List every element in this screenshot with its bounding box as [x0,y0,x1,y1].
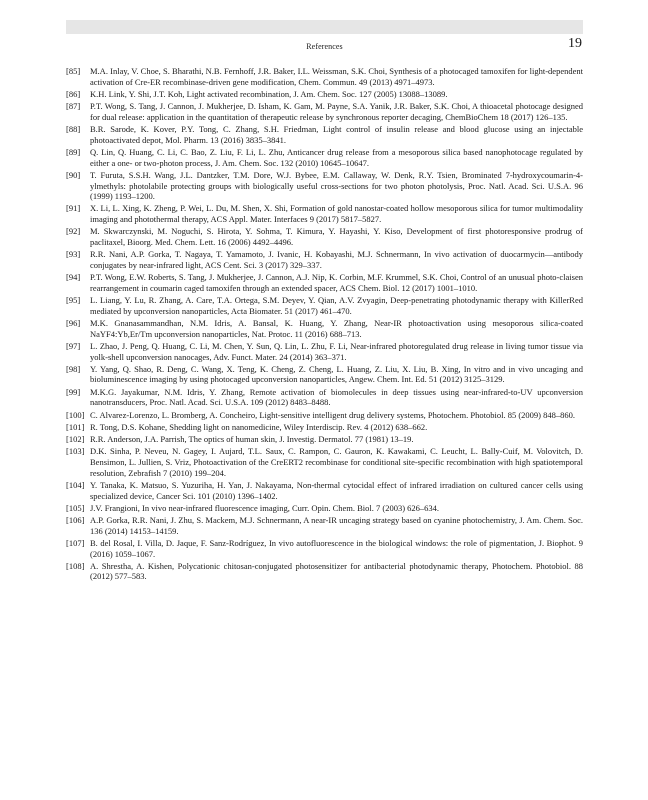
reference-text: R.R. Nani, A.P. Gorka, T. Nagaya, T. Yamamoto, J. Ivanic, H. Kobayashi, M.J. Schnermann, In vivo activation of duocarmycin—antibody conjugates by near-infrared light, ACS Cent. Sci. 3 (2017) 329–337. [90,249,583,270]
reference-label: [90] [66,169,81,180]
reference-text: B. del Rosal, I. Villa, D. Jaque, F. Sanz-Rodríguez, In vivo autofluorescence in the biological windows: the role of pigmentation, J. Biophot. 9 (2016) 1059–1067. [90,537,583,559]
page-header-bar [66,20,583,34]
reference-entry [66,341,583,362]
reference-label: [105] [66,502,85,513]
reference-label: [95] [66,295,81,306]
reference-label: [108] [66,560,85,571]
reference-text: R. Tong, D.S. Kohane, Shedding light on nanomedicine, Wiley Interdiscip. Rev. 4 (2012) 638–662. [90,421,428,432]
reference-label: [89] [66,146,81,157]
reference-text: T. Furuta, S.S.H. Wang, J.L. Dantzker, T.M. Dore, W.J. Bybee, E.M. Callaway, W. Denk, R.Y. Tsien, Brominated 7-hydroxycoumarin-4-ylmethyls: photolabile protecting groups with biologically useful cross-sections for two photon photolysis, Proc. Natl. Acad. Sci. U.S.A. 96 (1999) 1193–1200. [90,169,583,202]
reference-entry [66,318,583,339]
reference-text: L. Liang, Y. Lu, R. Zhang, A. Care, T.A. Ortega, S.M. Deyev, Y. Qian, A.V. Zvyagin, Deep-penetrating photodynamic therapy with KillerRed mediated by upconversion nanoparticles, Acta Biomater. 51 (2017) 461–470. [90,295,583,316]
reference-label: [92] [66,226,81,237]
reference-text: A.P. Gorka, R.R. Nani, J. Zhu, S. Mackem, M.J. Schnermann, A near-IR uncaging strategy based on cyanine photochemistry, J. Am. Chem. Soc. 136 (2014) 14153–14159. [90,514,583,536]
reference-entry [66,480,583,501]
reference-text: A. Shrestha, A. Kishen, Polycationic chitosan-conjugated photosensitizer for antibacterial photodynamic therapy, Photochem. Photobiol. 88 (2012) 577–583. [90,560,583,582]
reference-text: R.R. Anderson, J.A. Parrish, The optics of human skin, J. Investig. Dermatol. 77 (1981) 13–19. [90,434,414,444]
running-title: References [306,42,343,51]
reference-text: L. Zhao, J. Peng, Q. Huang, C. Li, M. Chen, Y. Sun, Q. Lin, L. Zhu, F. Li, Near-infrared photoregulated drug release in living tumor tissue via yolk-shell upconversion nanocages, Adv. Funct. Mater. 24 (2014) 363–371. [90,340,583,362]
reference-text: M. Skwarczynski, M. Noguchi, S. Hirota, Y. Sohma, T. Kimura, Y. Hayashi, Y. Kiso, Development of first photoresponsive prodrug of paclitaxel, Bioorg. Med. Chem. Lett. 16 (2006) 4492–4496. [90,226,583,248]
reference-entry [66,515,583,536]
reference-entry [66,170,583,202]
running-head [66,36,583,56]
reference-entry [66,295,583,316]
reference-text: M.A. Inlay, V. Choe, S. Bharathi, N.B. Fernhoff, J.R. Baker, I.L. Weissman, S.K. Choi, Synthesis of a photocaged tamoxifen for light-dependent activation of Cre-ER recombinase-driven gene modification, Chem. Commun. 49 (2013) 4971–4973. [90,66,583,87]
reference-text: Y. Yang, Q. Shao, R. Deng, C. Wang, X. Teng, K. Cheng, Z. Cheng, L. Huang, Z. Liu, X. Liu, B. Xing, In vitro and in vivo uncaging and bioluminescence imaging by using photocaged upconversion nanoparticles, Angew. Chem. Int. Ed. 51 (2012) 3125–3129. [90,363,583,385]
reference-label: [104] [66,479,85,490]
reference-entry [66,410,583,421]
reference-entry [66,226,583,247]
reference-label: [98] [66,363,81,374]
reference-label: [101] [66,421,85,432]
reference-label: [94] [66,272,81,283]
page-number: 19 [568,36,582,51]
reference-text: M.K.G. Jayakumar, N.M. Idris, Y. Zhang, Remote activation of biomolecules in deep tissues using near-infrared-to-UV upconversion nanotransducers, Proc. Natl. Acad. Sci. U.S.A. 109 (2012) 8483–8488. [90,386,583,408]
reference-label: [96] [66,317,81,328]
reference-text: Y. Tanaka, K. Matsuo, S. Yuzuriha, H. Yan, J. Nakayama, Non-thermal cytocidal effect of infrared irradiation on cultured cancer cells using specialized device, Cancer Sci. 101 (2010) 1396–1402. [90,479,583,501]
reference-entry [66,147,583,168]
reference-text: P.T. Wong, E.W. Roberts, S. Tang, J. Mukherjee, J. Cannon, A.J. Nip, K. Corbin, M.F. Krummel, S.K. Choi, Control of an unusual photo-claisen rearrangement in coumarin caged tamoxifen through an extended spacer, ACS Chem. Biol. 12 (2017) 1001–1010. [90,272,583,293]
reference-entry [66,503,583,514]
reference-label: [86] [66,88,81,99]
reference-entry [66,66,583,87]
reference-label: [103] [66,446,85,457]
reference-entry [66,364,583,385]
reference-entry [66,249,583,270]
reference-label: [107] [66,537,85,548]
reference-label: [91] [66,203,81,214]
reference-label: [99] [66,386,81,397]
reference-entry [66,101,583,122]
reference-text: P.T. Wong, S. Tang, J. Cannon, J. Mukherjee, D. Isham, K. Gam, M. Payne, S.A. Yanik, J.R. Baker, S.K. Choi, A thioacetal photocage designed for dual release: application in the quantitation of therapeutic release by synchronous reporter decaging, ChemBioChem 18 (2017) 126–135. [90,101,583,122]
reference-entry [66,387,583,408]
reference-entry [66,124,583,145]
reference-label: [87] [66,101,81,112]
reference-text: D.K. Sinha, P. Neveu, N. Gagey, I. Aujard, T.L. Saux, C. Rampon, C. Gauron, K. Kawakami, C. Leucht, L. Bally-Cuif, M. Volovitch, D. Bensimon, L. Jullien, S. Vriz, Photoactivation of the CreERT2 recombinase for conditional site-specific recombination with high spatiotemporal resolution, Zebrafish 7 (2010) 199–204. [90,446,583,478]
reference-entry [66,272,583,293]
reference-entry [66,434,583,445]
reference-entry [66,203,583,224]
reference-label: [88] [66,124,81,135]
reference-label: [102] [66,434,85,444]
reference-entry [66,89,583,100]
reference-entry [66,422,583,433]
reference-text: Q. Lin, Q. Huang, C. Li, C. Bao, Z. Liu, F. Li, L. Zhu, Anticancer drug release from a mesoporous silica based nanophotocage regulated by either a one- or two-photon process, J. Am. Chem. Soc. 132 (2010) 10645–10647. [90,146,583,168]
reference-label: [93] [66,249,81,260]
reference-entry [66,538,583,559]
reference-label: [97] [66,340,81,351]
reference-list [66,66,583,584]
reference-entry [66,446,583,478]
reference-label: [85] [66,66,81,76]
reference-text: X. Li, L. Xing, K. Zheng, P. Wei, L. Du, M. Shen, X. Shi, Formation of gold nanostar-coated hollow mesoporous silica for tumor multimodality imaging and photothermal therapy, ACS Appl. Mater. Interfaces 9 (2017) 5817–5827. [90,203,583,225]
reference-text: B.R. Sarode, K. Kover, P.Y. Tong, C. Zhang, S.H. Friedman, Light control of insulin release and blood glucose using an injectable photoactivated depot, Mol. Pharm. 13 (2016) 3835–3841. [90,124,583,145]
reference-text: K.H. Link, Y. Shi, J.T. Koh, Light activated recombination, J. Am. Chem. Soc. 127 (2005) 13088–13089. [90,88,448,99]
reference-entry [66,561,583,582]
reference-label: [106] [66,514,85,525]
reference-text: C. Alvarez-Lorenzo, L. Bromberg, A. Concheiro, Light-sensitive intelligent drug delivery systems, Photochem. Photobiol. 85 (2009) 848–860. [90,409,575,420]
reference-label: [100] [66,409,85,420]
reference-text: J.V. Frangioni, In vivo near-infrared fluorescence imaging, Curr. Opin. Chem. Biol. 7 (2003) 626–634. [90,502,440,513]
reference-text: M.K. Gnanasammandhan, N.M. Idris, A. Bansal, K. Huang, Y. Zhang, Near-IR photoactivation using mesoporous silica-coated NaYF4:Yb,Er/Tm upconversion nanoparticles, Nat. Protoc. 11 (2016) 688–713. [90,317,583,339]
